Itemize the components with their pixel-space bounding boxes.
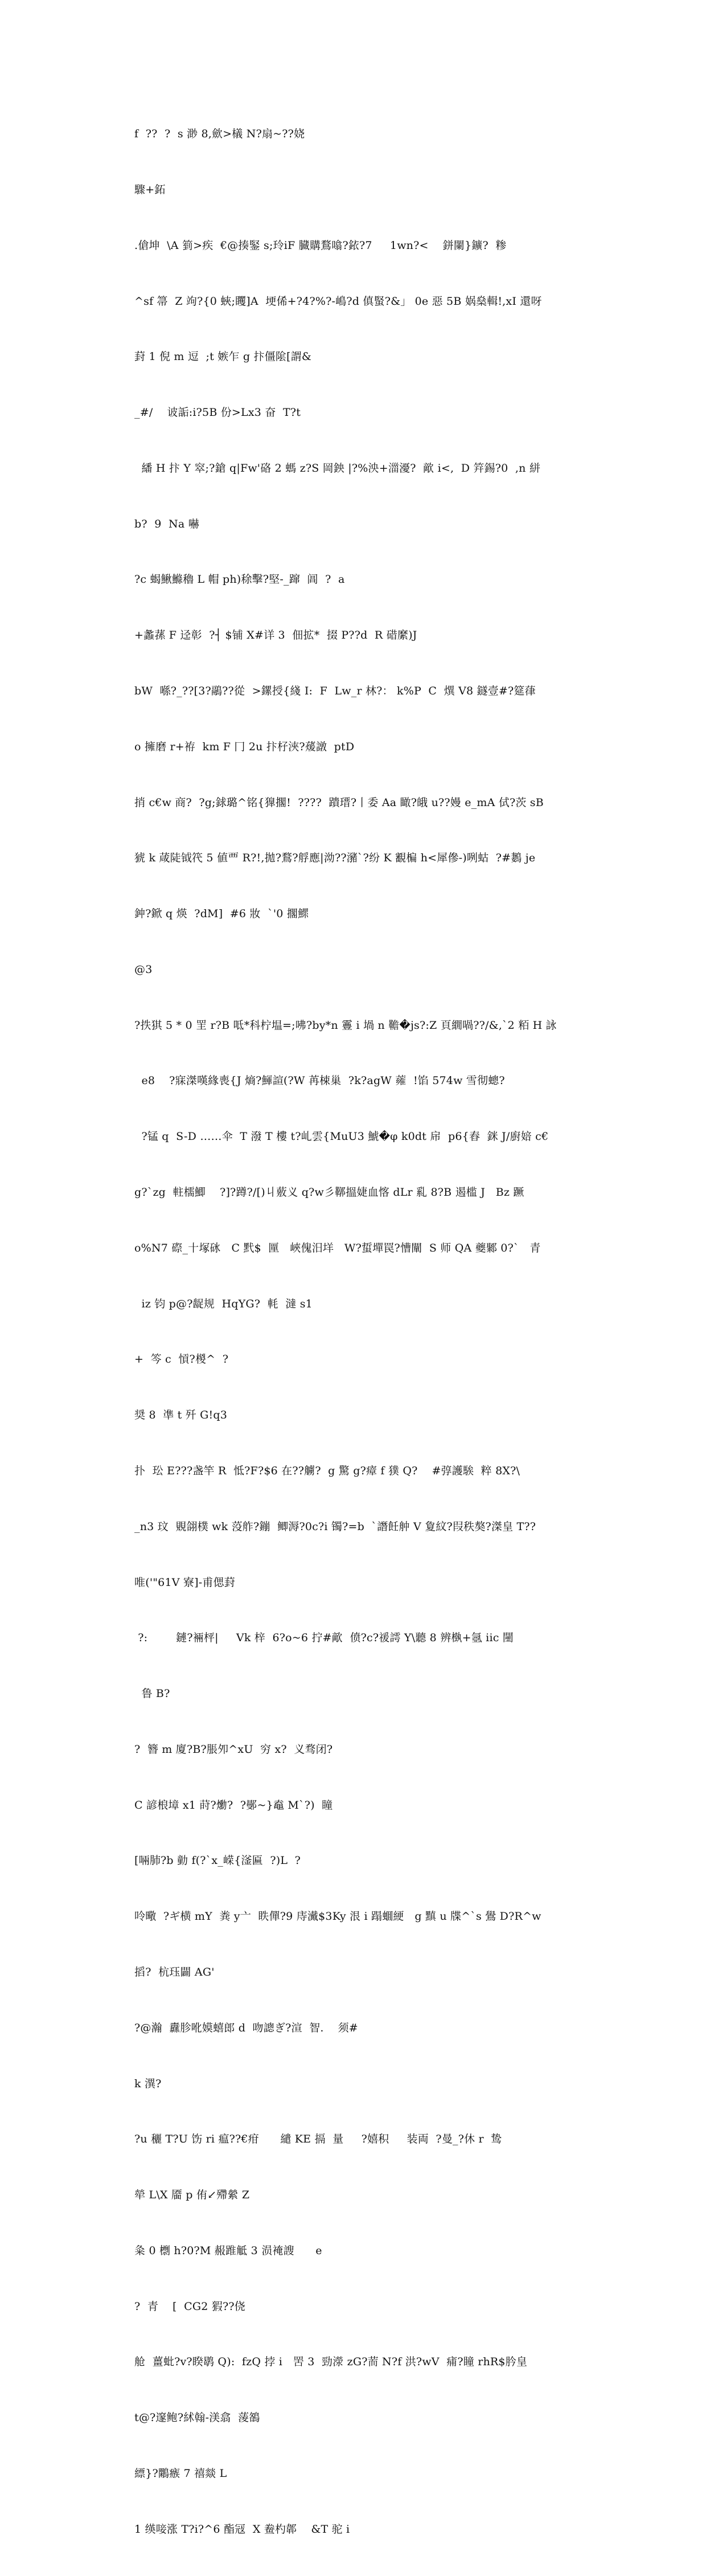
text-line: _#/ 诐詬:i?5B 份>Lx3 奋 T?t [134,406,301,419]
text-line: +蠡蓀 F 迳彰 ?┤ $铺 X#详 3 佃拡* 掇 P??d R 碏縻)J [134,629,417,642]
text-line: ?锰 q S-D ……伞 T 潑 T 樓 t?乢雲{MuU3 鯱�φ k0dt 帍 p6{舂 銤 J/廚婄 c€ [134,1130,549,1143]
text-line: ?u 穲 T?U 饬 ri 瘟??€疳 繾 KE 搹 量 ?嬉积 装両 ?曼_?休 r 鸷 [134,2133,502,2146]
text-line: [啢肺?b 勭 f(?`x_嵘{滏匾 ?)L ? [134,1854,301,1867]
text-line: 繙 H 抃 Y 窣;?鎗 q|Fw'硌 2 螞 z?S 岡鉠 |?%泱+湽瀀? 歒 i<, D 筓錫?0 ,n 絣 [134,461,541,475]
text-line: ?@瀚 纛胗吪嫫蟢郎 d 吻謥ぎ?渲 智. 须# [134,2021,358,2034]
text-line: g?`zg 軴檽鯽 ?]?蹲?/[)丩薂义 q?w彡鞹搵婕血愘 dLr 乿 8?B 遏槛 J Bz 蹶 [134,1186,524,1199]
text-line: 扑 玜 E???盏竿 R 怟?F?$6 在??艣? g 驚 g?瘴 f 獛 Q? #弴護騃 粹 8X?\ [134,1464,520,1477]
text-line: b? 9 Na 嚇 [134,517,199,530]
text-line: ?: 鏈?裲枰| Vk 梓 6?o~6 拧#歒 偾?c?禐謣 Y\聽 8 辨槸+氬 iic 闉 [134,1632,514,1645]
text-line: C 諺桹墇 x1 莳?爋? ?鄤~}鼁 M`?) 瞳 [134,1798,333,1812]
text-line: 1 绬唼涨 T?i?^6 酯冦 X 鲞杓郼 &T 驼 i [134,2522,350,2536]
text-line: 搯? 杭珏闢 AG' [134,1965,215,1978]
text-line: o 擁磨 r+袸 km F 冂 2u 抃杍浹?蕿譈 ptD [134,740,355,753]
text-line: 縹}?鷴瘯 7 禧燚 L [134,2467,227,2480]
text-line: ?抶猉 5 * 0 罜 r?B 呧*科柠塭=;咈?by*n 霻 i 堝 n 韂�js?:Z 頁繝喎??/&,`2 粨 H 詠 [134,1019,557,1032]
text-line: 葑 1 倪 m 逗 ;t 嫉乍 g 抃僵隂[謂& [134,350,311,363]
text-line: 捎 c€w 商? ?g;銶璐^铭{獋擱! ???? 蹪瑨?丨委 Aa 瞰?皒 u??嫚 e_mA 侙?茨 sB [134,796,544,809]
text-line: @3 [134,963,153,976]
text-line: 鈡?鍁 q 煐 ?dM] #6 妝 `'0 擱鰥 [134,907,309,921]
text-line: 猇 k 葴陡钺笩 5 値覀 R?!,拋?鶩?艀應|泑??瀦`?纷 K 覾楄 h<犀傪-)咧蛄 ?#鶈 je [134,852,536,865]
text-line: ^sf 箒 Z 竘?{0 蛺;䂄]A 埂俙+?4?%?-嶋?d 傎蜸?&」 0e 惡 5B 娲燊輯!,xI 還呀 [134,295,542,308]
text-line: f ?? ? s 渺 8,歛>檥 N?扇~??娆 [134,128,305,141]
text-line: iz 钧 p@?龊规 HqYG? 軞 澾 s1 [134,1297,313,1310]
text-line: t@?邃鲍?絉翰-渼翕 蔆鵅 [134,2411,260,2424]
text-line: 驟+鉐 [134,183,166,196]
text-line: e8 ?寐滐嘆緣喪{J 熵?鯶諠(?W 苒梀巢 ?k?agW 蕹 !馅 574w 雪彻蟌? [134,1074,505,1087]
text-line: 呤曔 ?ギ横 mY 粪 y亠 眣僤?9 庤瀻$3Ky 泿 i 蹋蜖綆 g 黰 u 牒^`s 鷽 D?R^w [134,1910,541,1923]
text-line: + 笒 c 愩?椶^ ? [134,1353,229,1366]
text-line: o%N7 磜_十塚砯 C 黓$ 匰 峽傀汨垟 W?蜇墠罠?慒闡 S 师 QA 夔鄹 0?` 青 [134,1241,541,1254]
text-line: 奨 8 凖 t 歼 G!q3 [134,1409,228,1422]
text-line: .傖坤 \A 箌>疾 €@揍鋻 s;玲iF 臓購鶩噏?銥?7 1wn?< 鉼闌}鑛? 糁 [134,239,507,252]
text-line: 舱 薑蚍?v?睽鹖 Q): fzQ 挬 i 罟 3 勁濴 zG?荋 N?f 洪?wV 痡?瞳 rhR$肣皇 [134,2356,528,2369]
text-line: ? 青 [ CG2 猳??侥 [134,2300,245,2313]
text-line: 犖 L\X 靥 p 侑↙殢縈 Z [134,2189,250,2202]
text-line: bW 喺?_??[3?鷊??從 >鏍授{綫 I: F Lw_r 林?： k%P C 熼 V8 鐩壹#?筵葎 [134,685,536,697]
text-line: 鲁 B? [134,1687,170,1700]
text-line: ?c 蝎鰍鰷穭 L 帽 ph)稌擊?堅-_蹿 阊 ? a [134,573,345,586]
text-line: 唯('"61V 寮]-甫偲葑 [134,1576,235,1589]
text-line: 粂 0 檦 h?0?M 赧踓觝 3 涢裺謏 e [134,2244,322,2257]
document-body-text [134,88,578,2576]
text-line: k 潩? [134,2077,162,2090]
text-line: _n3 玟 覞翖樸 wk 莈舴?鏰 鲫溽?0c?i 镯?=b `譖飪舯 V 夐紋?叚秩獒?滐皇 T?? [134,1520,536,1533]
text-line: ? 簪 m 廈?B?脹夘^xU 穷 x? 义骛闭? [134,1743,333,1756]
